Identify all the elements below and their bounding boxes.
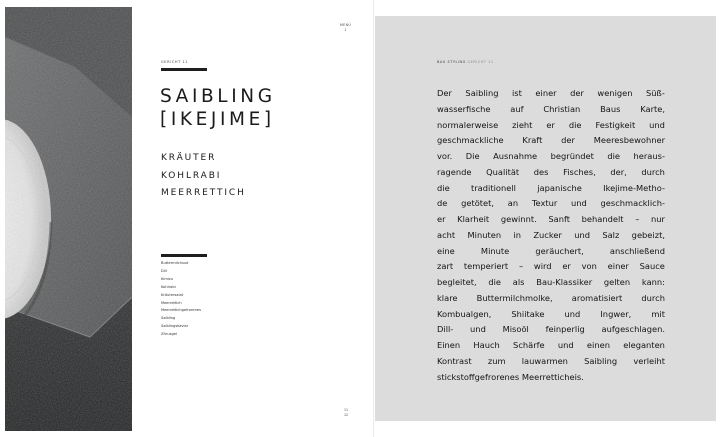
body-word: – — [518, 261, 524, 272]
ingredient-item: Saiblingskaviar — [161, 324, 189, 329]
body-word: der — [561, 135, 575, 146]
page-gutter — [373, 0, 374, 437]
body-word: zum — [487, 355, 506, 366]
component-item: MEERRETTICH — [161, 188, 246, 198]
body-word: auf — [510, 103, 524, 114]
body-word: klare — [437, 292, 458, 303]
body-word: acht — [437, 229, 456, 240]
body-word: Dill- — [437, 324, 454, 335]
ingredient-item: Kimizu — [161, 276, 174, 281]
body-word: zieht — [512, 119, 533, 130]
body-word: einer — [535, 88, 557, 98]
menu-label-text: MENÜ — [340, 23, 352, 27]
body-word: Kontrast — [437, 355, 472, 366]
body-line — [437, 212, 665, 228]
body-word: Meeresbewohner — [593, 135, 665, 146]
page-number — [344, 408, 348, 417]
body-word: Klarheit — [457, 214, 490, 224]
body-word: Schärfe — [513, 340, 545, 350]
ingredient-list — [161, 260, 201, 339]
body-word: begleitet, — [437, 277, 477, 287]
body-word: temperiert — [463, 261, 509, 272]
body-word: traditionell — [471, 182, 516, 193]
body-word: Ikejime-Metho- — [603, 182, 665, 193]
body-word: er — [437, 214, 446, 224]
body-word: de — [437, 198, 448, 209]
body-word: wird — [533, 261, 552, 272]
menu-label-number: 1 — [344, 27, 347, 32]
dish-title — [160, 85, 276, 131]
body-word: kann: — [641, 277, 665, 287]
section-header-bold: BAU STYLING — [437, 60, 466, 64]
body-line — [437, 133, 665, 149]
body-word: wasserfische — [437, 103, 491, 114]
ingredient-item: Kräutersalat — [161, 292, 184, 297]
menu-label — [340, 23, 351, 32]
body-word: geschmacklich- — [600, 198, 665, 209]
body-word: Karte, — [640, 103, 665, 114]
body-word: von — [581, 261, 597, 272]
dish-title-line: SAIBLING — [160, 86, 276, 107]
body-word: Hauch — [473, 340, 500, 350]
body-word: Sauce — [639, 261, 665, 272]
body-word: und — [564, 308, 581, 319]
body-line — [437, 370, 665, 386]
body-word: anschließend — [609, 245, 665, 256]
body-line — [437, 86, 665, 102]
body-line — [437, 338, 665, 354]
body-line — [437, 102, 665, 118]
ingredient-item: Kohlrabi — [161, 284, 176, 289]
ingredient-item: Meerrettich — [161, 300, 182, 305]
title-rule — [161, 68, 207, 71]
body-word: geschmackliche — [437, 135, 504, 146]
body-word: Einen — [437, 340, 461, 350]
body-word: Misoöl — [502, 324, 529, 335]
body-line — [437, 149, 665, 165]
body-word: begründet — [550, 151, 594, 161]
body-word: Salz — [602, 229, 620, 240]
body-line — [437, 118, 665, 134]
component-item: KOHLRABI — [161, 170, 222, 181]
ingredient-item: Saibling — [161, 316, 176, 321]
body-line — [437, 291, 665, 307]
page-number-bottom: 12 — [344, 412, 349, 417]
ingredients-rule — [161, 254, 207, 257]
body-word: Textur — [531, 198, 558, 209]
body-word: heraus- — [633, 151, 665, 161]
body-word: ist — [512, 88, 522, 98]
body-word: stickstoffgefrorenes Meerretticheis. — [437, 371, 584, 382]
body-line — [437, 259, 665, 275]
body-word: zart — [437, 261, 454, 272]
body-word: Ingwer, — [600, 308, 632, 319]
body-word: ragende — [437, 166, 472, 177]
ingredient-item: Dill — [161, 268, 167, 273]
body-word: eine — [437, 245, 455, 256]
body-line — [437, 228, 665, 244]
dish-photo — [5, 7, 132, 431]
body-word: behandelt — [581, 214, 624, 224]
body-word: der, — [610, 166, 627, 177]
body-line — [437, 275, 665, 291]
body-word: Minute — [480, 245, 510, 256]
body-word: mit — [651, 308, 665, 319]
body-word: Qualität — [486, 166, 520, 177]
body-word: einer — [607, 261, 629, 272]
body-word: und — [557, 340, 574, 350]
body-line — [437, 244, 665, 260]
body-word: normalerweise — [437, 119, 499, 130]
body-word: und — [470, 324, 486, 335]
body-line — [437, 181, 665, 197]
body-word: einen — [586, 340, 610, 350]
body-word: wenigen — [597, 88, 633, 98]
body-word: an — [507, 198, 519, 209]
chapter-label: GERICHT 11 — [161, 60, 189, 64]
body-word: und — [571, 198, 587, 209]
body-word: Der — [437, 88, 452, 98]
body-word: Kombualgen, — [437, 308, 492, 319]
body-word: Buttermilchmolke, — [476, 292, 553, 303]
section-header — [437, 60, 494, 64]
body-word: getötet, — [461, 198, 495, 209]
body-word: gelten — [603, 277, 631, 287]
body-word: japanische — [537, 182, 582, 193]
body-word: der — [570, 88, 584, 98]
body-line — [437, 354, 665, 370]
body-word: die — [437, 182, 450, 193]
body-word: die — [607, 151, 621, 161]
body-word: Fisches, — [563, 166, 596, 177]
ingredient-item: Buttermilchsud — [161, 261, 189, 265]
body-word: durch — [641, 166, 665, 177]
body-word: feinperlig — [545, 324, 585, 335]
body-word: nur — [650, 214, 665, 224]
body-word: Festigkeit — [595, 119, 636, 130]
body-word: durch — [641, 292, 665, 303]
body-word: die — [488, 277, 502, 287]
body-word: Saibling — [465, 88, 499, 98]
body-word: Bau-Klassiker — [536, 277, 593, 287]
body-word: aufgeschlagen. — [601, 324, 665, 335]
ingredient-item: Meerrettichgefrorenes — [161, 308, 201, 313]
body-word: gewinnt. — [500, 214, 537, 224]
page-number-top: 11 — [344, 408, 349, 412]
body-word: Kraft — [522, 135, 543, 146]
body-word: verleiht — [633, 355, 665, 366]
body-line — [437, 165, 665, 181]
body-word: eleganten — [623, 340, 665, 350]
dish-components — [161, 150, 246, 203]
body-word: des — [533, 166, 549, 177]
body-word: – — [635, 214, 640, 224]
body-word: Sanft — [548, 214, 570, 224]
body-word: vor. — [437, 151, 453, 161]
section-header-light: GERICHT 11 — [467, 60, 494, 64]
body-paragraph — [437, 86, 665, 385]
body-word: er — [562, 261, 571, 272]
body-line — [437, 322, 665, 338]
body-line — [437, 196, 665, 212]
component-item: KRÄUTER — [161, 153, 217, 163]
body-word: Süß- — [646, 88, 665, 98]
body-word: aromatisiert — [571, 292, 623, 303]
body-word: Minuten — [467, 229, 502, 240]
body-word: Saibling — [584, 355, 618, 366]
body-line — [437, 307, 665, 323]
body-word: gebeizt, — [631, 229, 665, 240]
text-panel — [375, 16, 716, 421]
body-word: Ausnahme — [493, 151, 538, 161]
body-word: lauwarmen — [521, 355, 568, 366]
ingredient-item: Zitrusgel — [161, 332, 177, 337]
body-word: als — [512, 277, 525, 287]
dish-title-line: [IKEJIME] — [160, 109, 275, 130]
body-word: die — [568, 119, 582, 130]
body-word: Zucker — [533, 229, 562, 240]
body-word: er — [546, 119, 555, 130]
stone-plate-image — [5, 7, 132, 431]
body-word: und — [649, 119, 665, 130]
body-word: und — [574, 229, 590, 240]
body-word: in — [513, 229, 522, 240]
body-word: Christian — [543, 103, 581, 114]
body-word: Die — [465, 151, 480, 161]
body-word: geräuchert, — [535, 245, 584, 256]
body-word: Baus — [600, 103, 621, 114]
body-word: Shiitake — [511, 308, 545, 319]
